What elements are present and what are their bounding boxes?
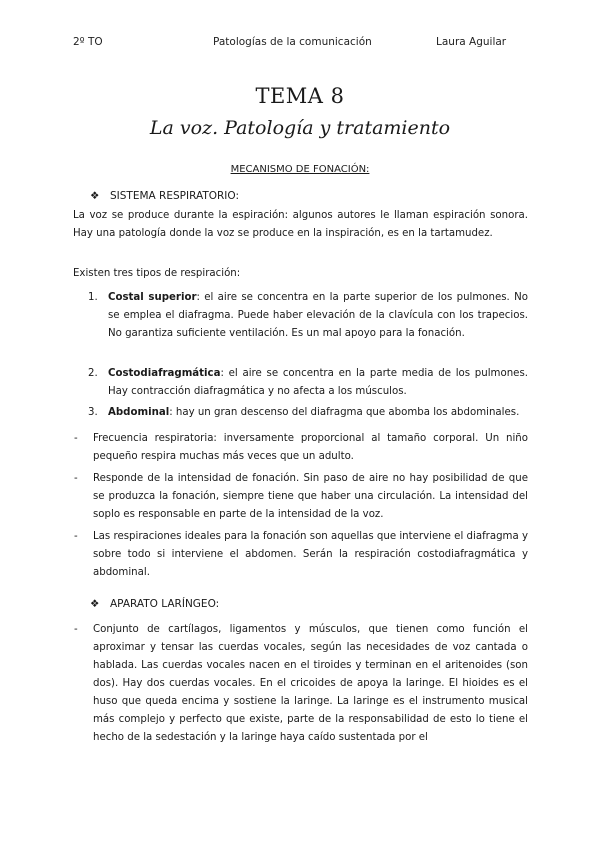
dash-bullet: - bbox=[74, 531, 78, 542]
dash-bullet: - bbox=[74, 624, 78, 635]
subheading-label: APARATO LARÍNGEO: bbox=[110, 598, 220, 610]
subheading-respiratorio bbox=[90, 190, 239, 202]
note-text: Responde de la intensidad de fonación. Sin paso de aire no hay posibilidad de que se produzca la fonación, siempre tiene que haber una circulación. La intensidad del soplo es responsable en parte de la intensidad de la voz. bbox=[93, 473, 528, 520]
list-term: Costodiafragmática bbox=[108, 368, 221, 379]
note-intensidad bbox=[74, 470, 528, 524]
intro-paragraph: La voz se produce durante la espiración: algunos autores le llaman espiración sonora. Hay una patología donde la voz se produce en la inspiración, es en la tartamudez. bbox=[73, 210, 528, 239]
note-frecuencia bbox=[74, 430, 528, 466]
subheading-laringeo bbox=[90, 598, 219, 610]
header-subject: Patologías de la comunicación bbox=[213, 36, 372, 48]
header-author: Laura Aguilar bbox=[436, 36, 507, 48]
types-intro: Existen tres tipos de respiración: bbox=[73, 268, 241, 279]
list-item-costal bbox=[88, 289, 528, 343]
page-subtitle: La voz. Patología y tratamiento bbox=[149, 117, 451, 139]
dash-bullet: - bbox=[74, 473, 78, 484]
list-number: 2. bbox=[88, 368, 98, 379]
header-course: 2º TO bbox=[73, 36, 103, 48]
list-term: Abdominal bbox=[108, 407, 170, 418]
list-term: Costal superior bbox=[108, 292, 197, 303]
subheading-label: SISTEMA RESPIRATORIO: bbox=[110, 190, 240, 202]
list-number: 3. bbox=[88, 407, 98, 418]
list-text: : el aire se concentra en la parte media de los pulmones. Hay contracción diafragmática y no afecta a los músculos. bbox=[108, 368, 528, 397]
list-text: : hay un gran descenso del diafragma que abomba los abdominales. bbox=[169, 407, 520, 418]
list-item-abdominal bbox=[88, 404, 528, 422]
diamond-bullet-icon: ❖ bbox=[90, 598, 100, 610]
note-laringe bbox=[74, 621, 528, 747]
dash-bullet: - bbox=[74, 433, 78, 444]
note-text: Conjunto de cartílagos, ligamentos y músculos, que tienen como función el aproximar y tensar las cuerdas vocales, según las necesidades de voz cantada o hablada. Las cuerdas vocales nacen en el tiroides y terminan en el aritenoides (son dos). Hay dos cuerdas vocales. En el cricoides de apoya la laringe. El hioides es el huso que queda encima y sostiene la laringe. La laringe es el instrumento musical más complejo y perfecto que existe, parte de la responsabilidad de esto lo tiene el hecho de la sedestación y la laringe haya caído sustentada por el bbox=[93, 624, 528, 743]
note-ideales bbox=[74, 528, 528, 582]
page-title: TEMA 8 bbox=[255, 84, 345, 108]
list-text: : el aire se concentra en la parte superior de los pulmones. No se emplea el diafragma. Puede haber elevación de la clavícula con los trapecios. No garantiza suficiente ventilación. Es un mal apoyo para la fonación. bbox=[108, 292, 528, 339]
section-title: MECANISMO DE FONACIÓN: bbox=[230, 164, 370, 175]
note-text: Las respiraciones ideales para la fonación son aquellas que interviene el diafragma y sobre todo si interviene el abdomen. Serán la respiración costodiafragmática y abdominal. bbox=[93, 531, 528, 578]
list-item-costodiafragmatica bbox=[88, 365, 528, 401]
list-number: 1. bbox=[88, 292, 98, 303]
note-text: Frecuencia respiratoria: inversamente proporcional al tamaño corporal. Un niño pequeño respira muchas más veces que un adulto. bbox=[93, 433, 528, 462]
diamond-bullet-icon: ❖ bbox=[90, 190, 100, 202]
